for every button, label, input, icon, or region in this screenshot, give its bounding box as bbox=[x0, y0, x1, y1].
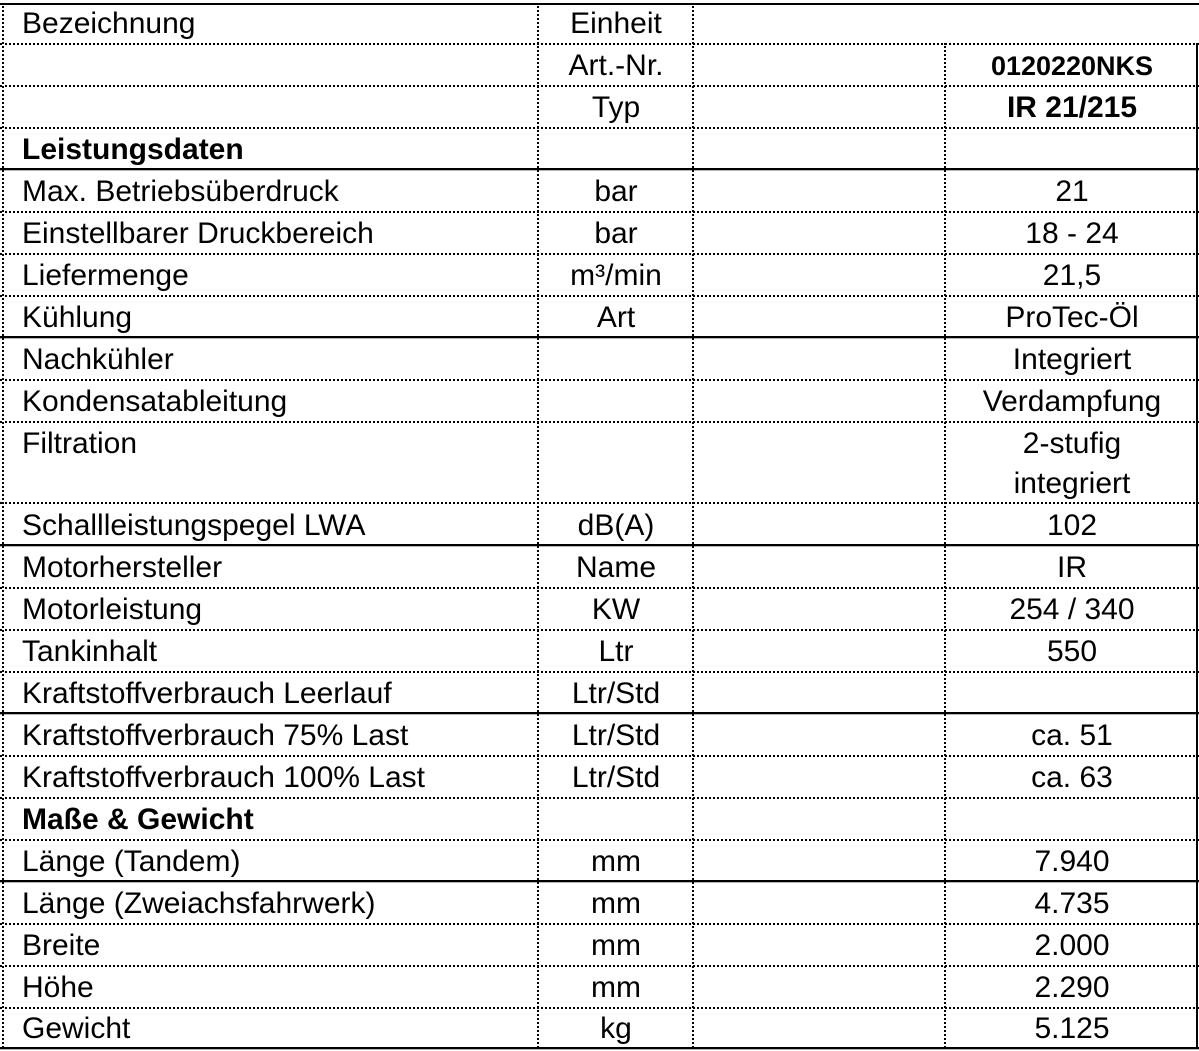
row-unit: Ltr/Std bbox=[571, 719, 661, 752]
row-value: 102 bbox=[1046, 509, 1098, 542]
row-unit: Ltr/Std bbox=[571, 677, 661, 710]
column-divider bbox=[537, 3, 539, 1048]
row-unit: Name bbox=[575, 551, 657, 584]
row-label: Einstellbarer Druckbereich bbox=[22, 217, 374, 250]
typ-label: Typ bbox=[591, 91, 641, 124]
row-unit: dB(A) bbox=[577, 509, 655, 542]
row-value: Verdampfung bbox=[982, 385, 1162, 418]
row-label: Länge (Zweiachsfahrwerk) bbox=[22, 887, 376, 920]
row-value: 254 / 340 bbox=[1009, 593, 1135, 626]
row-label: Kühlung bbox=[22, 301, 133, 334]
row-label: Kraftstoffverbrauch Leerlauf bbox=[22, 677, 392, 710]
section-title: Maße & Gewicht bbox=[22, 803, 254, 836]
row-value: 5.125 bbox=[1034, 1012, 1110, 1045]
header-unit: Einheit bbox=[570, 7, 662, 40]
row-value: 7.940 bbox=[1034, 845, 1110, 878]
row-value: 2-stufig bbox=[1022, 427, 1122, 460]
row-value: ProTec-Öl bbox=[1005, 301, 1139, 334]
row-value: Integriert bbox=[1012, 343, 1132, 376]
header-label: Bezeichnung bbox=[22, 7, 196, 40]
typ-value: IR 21/215 bbox=[1006, 91, 1138, 124]
row-label: Motorhersteller bbox=[22, 551, 223, 584]
row-value: 18 - 24 bbox=[1025, 217, 1119, 250]
row-unit: Art bbox=[596, 301, 636, 334]
row-unit: mm bbox=[591, 887, 641, 920]
art-nr-label: Art.-Nr. bbox=[568, 49, 664, 82]
row-value: IR bbox=[1057, 551, 1087, 584]
row-label: Länge (Tandem) bbox=[22, 845, 241, 878]
row-label: Liefermenge bbox=[22, 259, 189, 292]
row-value: 4.735 bbox=[1034, 887, 1110, 920]
row-unit: mm bbox=[591, 845, 641, 878]
row-value: ca. 51 bbox=[1031, 719, 1113, 752]
row-value: 550 bbox=[1046, 635, 1098, 668]
row-label: Nachkühler bbox=[22, 343, 174, 376]
row-unit: mm bbox=[591, 929, 641, 962]
row-label: Kraftstoffverbrauch 75% Last bbox=[22, 719, 409, 752]
art-nr-value: 0120220NKS bbox=[990, 51, 1154, 81]
row-unit: bar bbox=[594, 217, 638, 250]
row-unit: m³/min bbox=[570, 259, 662, 292]
column-divider bbox=[692, 3, 694, 1048]
row-label: Max. Betriebsüberdruck bbox=[22, 175, 339, 208]
row-value: ca. 63 bbox=[1031, 761, 1113, 794]
row-label: Höhe bbox=[22, 971, 94, 1004]
row-unit: kg bbox=[600, 1012, 632, 1045]
row-value: 21 bbox=[1055, 175, 1089, 208]
row-unit: KW bbox=[591, 593, 641, 626]
row-value-line2: integriert bbox=[1013, 467, 1131, 500]
row-value: 2.290 bbox=[1034, 971, 1110, 1004]
row-value: 2.000 bbox=[1034, 929, 1110, 962]
row-label: Kondensatableitung bbox=[22, 385, 288, 418]
section-title: Leistungsdaten bbox=[22, 133, 244, 166]
row-label: Filtration bbox=[22, 427, 138, 460]
row-unit: mm bbox=[591, 971, 641, 1004]
row-label: Kraftstoffverbrauch 100% Last bbox=[22, 761, 426, 794]
row-unit: bar bbox=[594, 175, 638, 208]
row-label: Breite bbox=[22, 929, 101, 962]
row-label: Gewicht bbox=[22, 1012, 131, 1045]
row-label: Tankinhalt bbox=[22, 635, 158, 668]
column-divider bbox=[2, 3, 4, 1048]
row-label: Schallleistungspegel LWA bbox=[22, 509, 366, 542]
row-value: 21,5 bbox=[1042, 259, 1102, 292]
row-unit: Ltr/Std bbox=[571, 761, 661, 794]
row-label: Motorleistung bbox=[22, 593, 203, 626]
row-unit: Ltr bbox=[598, 635, 634, 668]
